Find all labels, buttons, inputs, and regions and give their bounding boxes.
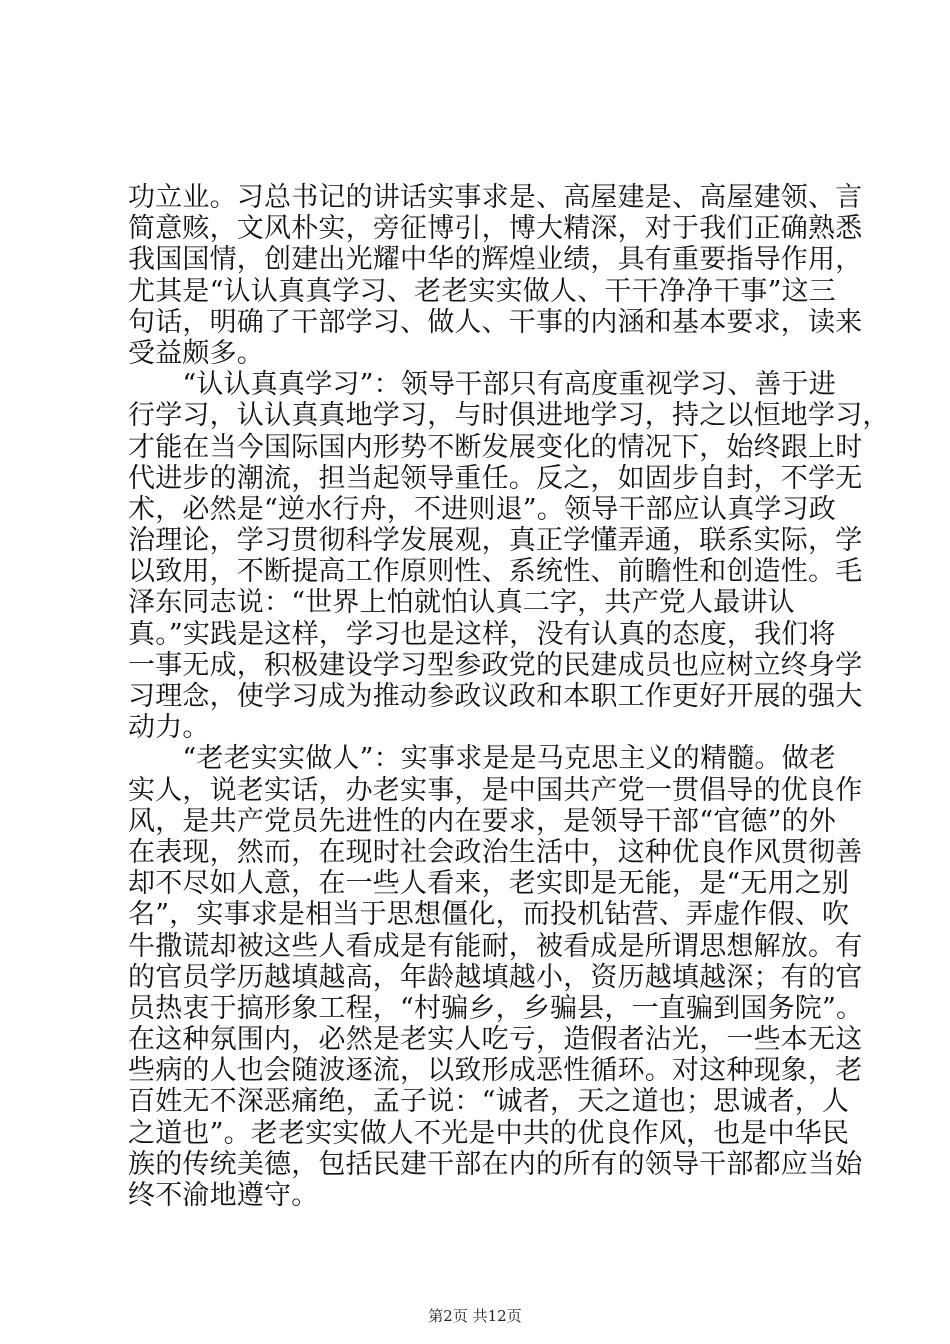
- text-line: 行学习，认认真真地学习，与时俱进地学习，持之以恒地学习，: [128, 400, 890, 432]
- text-line: 以致用，不断提高工作原则性、系统性、前瞻性和创造性。毛: [128, 556, 863, 588]
- text-line: “认认真真学习”：领导干部只有高度重视学习、善于进: [128, 369, 837, 401]
- text-line: 代进步的潮流，担当起领导重任。反之，如固步自封，不学无: [128, 462, 863, 494]
- page-footer: 第2页 共12页: [428, 1307, 522, 1325]
- text-line: 之道也”。老老实实做人不光是中共的优良作风，也是中华民: [128, 1117, 850, 1149]
- text-line: 功立业。习总书记的讲话实事求是、高屋建是、高屋建领、言: [128, 182, 863, 213]
- text-line: 才能在当今国际国内形势不断发展变化的情况下，始终跟上时: [128, 431, 863, 463]
- text-line: 在表现，然而，在现时社会政治生活中，这种优良作风贯彻善: [128, 836, 863, 868]
- text-line: 动力。: [128, 712, 210, 744]
- text-line: 族的传统美德，包括民建干部在内的所有的领导干部都应当始: [128, 1148, 863, 1180]
- text-line: 习理念，使学习成为推动参政议政和本职工作更好开展的强大: [128, 681, 863, 712]
- text-line: 句话，明确了干部学习、做人、干事的内涵和基本要求，读来: [128, 306, 863, 338]
- text-line: 治理论，学习贯彻科学发展观，真正学懂弄通，联系实际，学: [128, 525, 863, 557]
- text-line: 泽东同志说：“世界上怕就怕认真二字，共产党人最讲认: [128, 587, 795, 619]
- text-line: 实人，说老实话，办老实事，是中国共产党一贯倡导的优良作: [128, 774, 863, 806]
- text-line: 名”，实事求是相当于思想僵化，而投机钻营、弄虚作假、吹: [128, 899, 850, 931]
- text-line: 尤其是“认认真真学习、老老实实做人、干干净净干事”这三: [128, 275, 837, 307]
- text-line: 员热衷于搞形象工程，“村骗乡，乡骗县，一直骗到国务院”。: [128, 992, 864, 1024]
- text-line: 的官员学历越填越高，年龄越填越小，资历越填越深；有的官: [128, 961, 863, 993]
- text-line: 终不渝地遵守。: [128, 1180, 319, 1211]
- body-text: [128, 182, 890, 1211]
- text-line: 一事无成，积极建设学习型参政党的民建成员也应树立终身学: [128, 649, 863, 681]
- text-line: 受益颇多。: [128, 337, 264, 369]
- text-line: 在这种氛围内，必然是老实人吃亏，造假者沾光，一些本无这: [128, 1024, 863, 1056]
- text-line: “老老实实做人”：实事求是是马克思主义的精髓。做老: [128, 743, 837, 775]
- text-line: 风，是共产党员先进性的内在要求，是领导干部“官德”的外: [128, 805, 837, 837]
- text-line: 牛撒谎却被这些人看成是有能耐，被看成是所谓思想解放。有: [128, 930, 863, 962]
- text-line: 却不尽如人意，在一些人看来，老实即是无能，是“无用之别: [128, 868, 850, 900]
- text-line: 些病的人也会随波逐流，以致形成恶性循环。对这种现象，老: [128, 1055, 863, 1087]
- text-line: 术，必然是“逆水行舟，不进则退”。领导干部应认真学习政: [128, 493, 837, 525]
- text-line: 简意赅，文风朴实，旁征博引，博大精深，对于我们正确熟悉: [128, 213, 863, 245]
- text-line: 百姓无不深恶痛绝，孟子说：“诚者，天之道也；思诚者，人: [128, 1086, 850, 1118]
- text-line: 真。”实践是这样，学习也是这样，没有认真的态度，我们将: [128, 618, 836, 650]
- text-line: 我国国情，创建出光耀中华的辉煌业绩，具有重要指导作用，: [128, 244, 863, 276]
